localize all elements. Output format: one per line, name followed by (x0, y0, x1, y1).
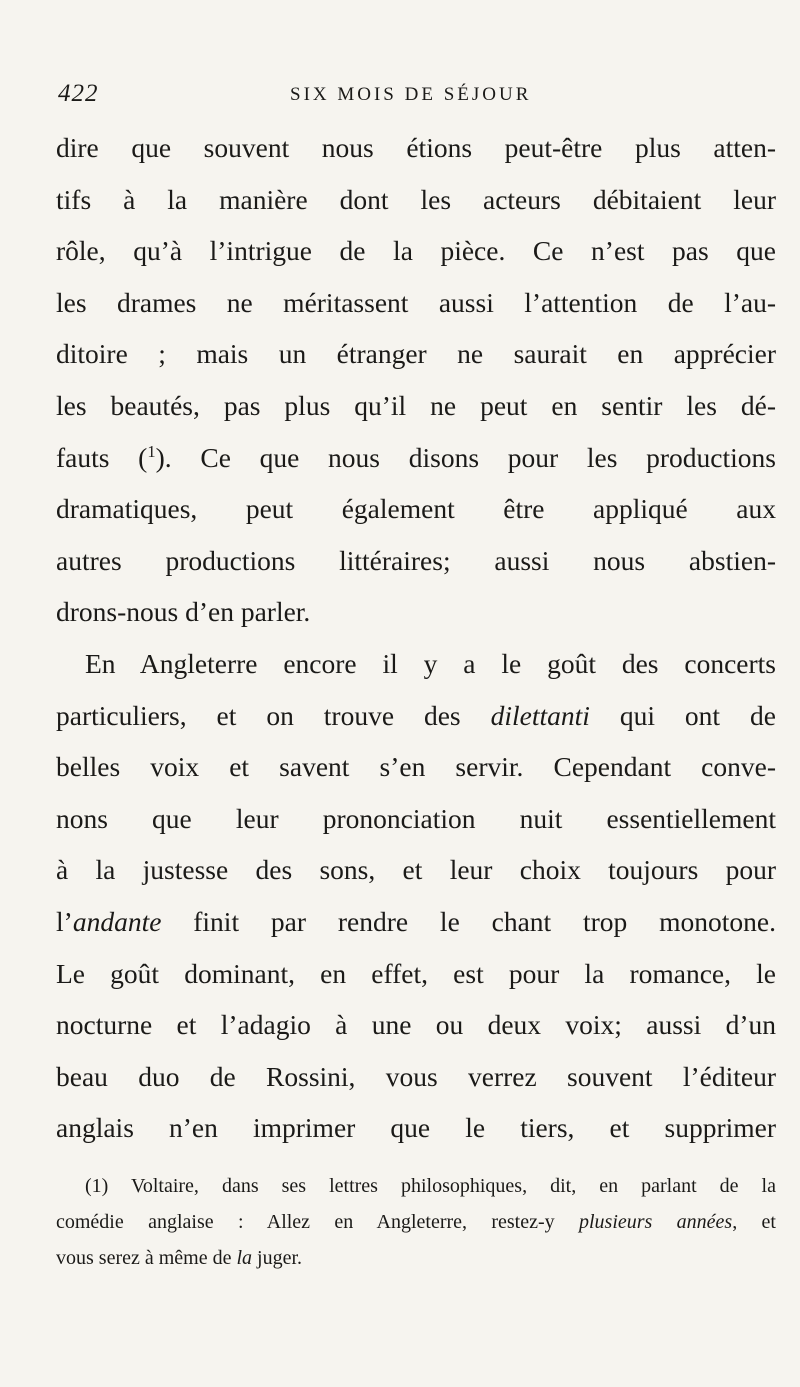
text-line (56, 690, 776, 742)
text-segment: fauts ( (56, 441, 148, 473)
text-segment: l’ (56, 905, 73, 937)
text-line: nocturne et l’adagio à une ou deux voix; aussi d’un (56, 1009, 776, 1041)
footnote-line (56, 1204, 776, 1240)
text-segment: particuliers, et on trouve des (56, 699, 491, 731)
running-head (52, 80, 772, 114)
text-line: les beautés, pas plus qu’il ne peut en sentir les dé- (56, 389, 776, 421)
text-segment: juger. (252, 1247, 303, 1269)
text-line: rôle, qu’à l’intrigue de la pièce. Ce n’est pas que (56, 235, 776, 267)
text-line: dire que souvent nous étions peut-être plus atten- (56, 132, 776, 163)
italic-term: plusieurs années (579, 1211, 733, 1233)
footnote-reference: 1 (147, 441, 156, 461)
text-segment: , et (732, 1211, 776, 1233)
text-line (56, 432, 776, 484)
italic-term: andante (72, 905, 162, 937)
text-line: à la justesse des sons, et leur choix toujours pour (56, 854, 776, 886)
footnote-line (56, 1240, 776, 1276)
italic-term: dilettanti (490, 699, 590, 731)
text-line: les drames ne méritassent aussi l’attention de l’au- (56, 286, 776, 318)
text-line: anglais n’en imprimer que le tiers, et supprimer (56, 1112, 776, 1144)
text-segment: finit par rendre le chant trop monotone. (161, 905, 776, 937)
text-line: ditoire ; mais un étranger ne saurait en apprécier (56, 338, 776, 370)
footnotes (56, 1168, 776, 1276)
italic-term: la (236, 1247, 253, 1269)
text-line: dramatiques, peut également être appliqué aux (56, 493, 776, 525)
text-line: En Angleterre encore il y a le goût des concerts (85, 647, 776, 679)
text-line: beau duo de Rossini, vous verrez souvent l’éditeur (56, 1060, 776, 1092)
text-segment: comédie anglaise : Allez en Angleterre, restez-y (56, 1211, 579, 1233)
text-line: belles voix et savent s’en servir. Cependant conve- (56, 751, 776, 783)
text-segment: ). Ce que nous disons pour les productions (155, 441, 776, 473)
text-segment: vous serez à même de (56, 1247, 237, 1269)
running-title: SIX MOIS DE SÉJOUR (290, 84, 532, 105)
text-line: tifs à la manière dont les acteurs débitaient leur (56, 183, 776, 215)
text-line (56, 896, 776, 948)
body-text (56, 122, 776, 1154)
footnote-line: (1) Voltaire, dans ses lettres philosophiques, dit, en parlant de la (85, 1175, 776, 1197)
text-line: nons que leur prononciation nuit essentiellement (56, 802, 776, 834)
text-line: drons-nous d’en parler. (56, 596, 311, 628)
text-line: autres productions littéraires; aussi nous abstien- (56, 544, 776, 576)
text-line: Le goût dominant, en effet, est pour la romance, le (56, 957, 776, 989)
page-number: 422 (58, 80, 99, 107)
text-segment: qui ont de (589, 699, 776, 731)
